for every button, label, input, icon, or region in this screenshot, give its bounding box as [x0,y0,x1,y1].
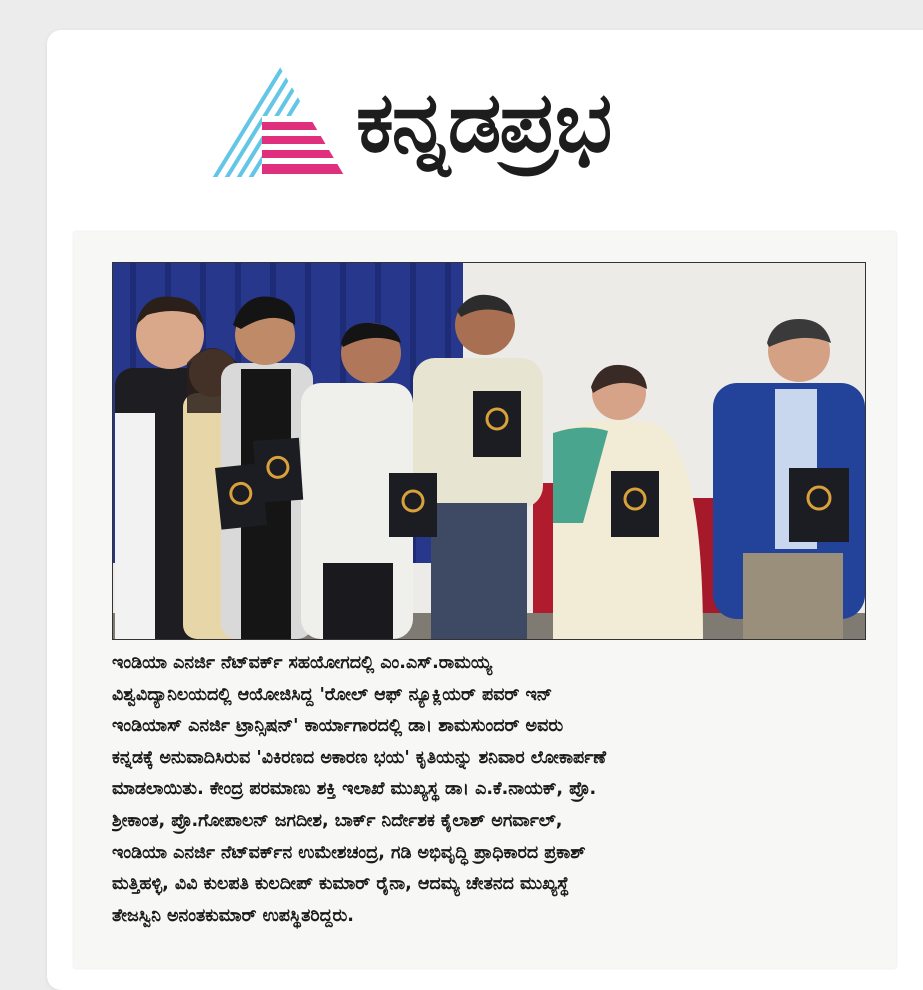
masthead-title: ಕನ್ನಡಪ್ರಭ [356,73,611,171]
caption-line: ವಿಶ್ವವಿದ್ಯಾನಿಲಯದಲ್ಲಿ ಆಯೋಜಿಸಿದ್ದ 'ರೋಲ್ ಆಫ್ ನ್ಯೂಕ್ಲಿಯರ್ ಪವರ್ ಇನ್ [112,684,553,705]
book-release-photo-image [113,263,865,639]
caption-line: ಕನ್ನಡಕ್ಕೆ ಅನುವಾದಿಸಿರುವ 'ವಿಕಿರಣದ ಅಕಾರಣ ಭಯ' ಕೃತಿಯನ್ನು ಶನಿವಾರ ಲೋಕಾರ್ಪಣೆ [112,747,607,768]
caption-line: ತೇಜಸ್ವಿನಿ ಅನಂತಕುಮಾರ್ ಉಪಸ್ಥಿತರಿದ್ದರು. [112,905,354,926]
caption-line: ಇಂಡಿಯಾಸ್ ಎನರ್ಜಿ ಟ್ರಾನ್ಸಿಷನ್' ಕಾರ್ಯಾಗಾರದಲ್ಲಿ ಡಾ। ಶಾಮಸುಂದರ್ ಅವರು [112,716,564,737]
caption-line: ಮತ್ತಿಹಳ್ಳಿ, ವಿವಿ ಕುಲಪತಿ ಕುಲದೀಪ್ ಕುಮಾರ್ ರೈನಾ, ಆದಮ್ಯ ಚೇತನದ ಮುಖ್ಯಸ್ಥೆ [112,874,570,895]
caption-line: ಇಂಡಿಯಾ ಎನರ್ಜಿ ನೆಟ್‌ವರ್ಕ್ ಸಹಯೋಗದಲ್ಲಿ ಎಂ.ಎಸ್.ರಾಮಯ್ಯ [112,653,493,673]
masthead [210,60,770,210]
caption-line: ಇಂಡಿಯಾ ಎನರ್ಜಿ ನೆಟ್‌ವರ್ಕ್‌ನ ಉಮೇಶಚಂದ್ರ, ಗಡಿ ಅಭಿವೃದ್ಧಿ ಪ್ರಾಧಿಕಾರದ ಪ್ರಕಾಶ್ [112,842,586,863]
photo-caption [112,648,864,932]
caption-line: ಶ್ರೀಕಾಂತ, ಪ್ರೊ.ಗೋಪಾಲನ್ ಜಗದೀಶ, ಬಾರ್ಕ್ ನಿರ್ದೇಶಕ ಕೈಲಾಶ್ ಅಗರ್ವಾಲ್, [112,810,563,831]
event-photo [112,262,866,640]
caption-line: ಮಾಡಲಾಯಿತು. ಕೇಂದ್ರ ಪರಮಾಣು ಶಕ್ತಿ ಇಲಾಖೆ ಮುಖ್ಯಸ್ಥ ಡಾ। ಎ.ಕೆ.ನಾಯಕ್, ಪ್ರೊ. [112,779,597,800]
kannada-prabha-logo-icon [210,62,345,180]
